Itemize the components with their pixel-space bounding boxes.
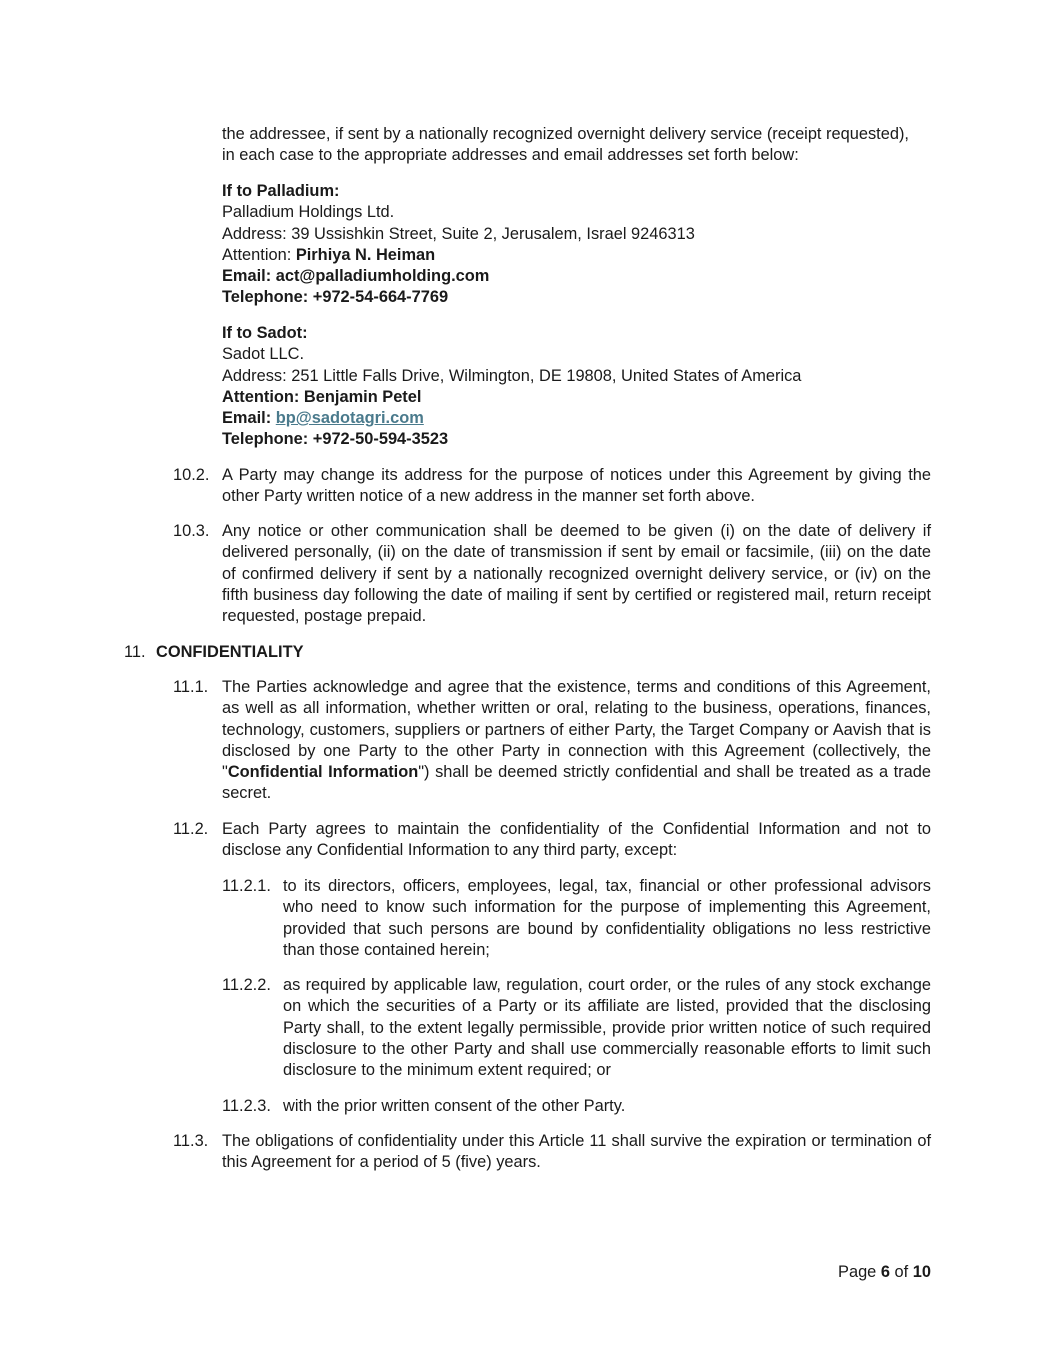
intro-paragraph: the addressee, if sent by a nationally recognized overnight delivery service (receipt requested), in each case to the appropriate addresses and email addresses set forth below:	[222, 125, 909, 165]
clause-number: 11.1.	[173, 678, 209, 696]
defined-term: Confidential Information	[227, 763, 419, 782]
page-total: 10	[912, 1263, 931, 1281]
sadot-company: Sadot LLC.	[222, 345, 305, 364]
sadot-attention: Attention: Benjamin Petel	[222, 387, 422, 406]
clause-number: 11.2.	[173, 820, 209, 838]
clause-number: 10.3.	[173, 522, 210, 540]
subclause-11-2-3-text: with the prior written consent of the other Party.	[283, 1097, 626, 1115]
palladium-address: Address: 39 Ussishkin Street, Suite 2, Jerusalem, Israel 9246313	[222, 224, 695, 243]
sadot-address-block	[222, 323, 931, 451]
sadot-address: Address: 251 Little Falls Drive, Wilmington, DE 19808, United States of America	[222, 366, 802, 385]
subclause-number: 11.2.3.	[222, 1097, 271, 1115]
palladium-attention: Attention: Pirhiya N. Heiman	[222, 245, 436, 264]
subclause-number: 11.2.2.	[222, 976, 271, 994]
clause-10-3-text: Any notice or other communication shall be deemed to be given (i) on the date of delivery if delivered personally, (ii) on the date of transmission if sent by email or facsimile, (iii) on the date of confirmed delivery if sent by a nationally recognized overnight delivery service, or (iv) on the fifth business day following the date of mailing if sent by certified or registered mail, return receipt requested, postage prepaid.	[222, 522, 931, 626]
palladium-email: Email: act@palladiumholding.com	[222, 267, 490, 286]
palladium-telephone: Telephone: +972-54-664-7769	[222, 288, 449, 307]
clause-11-2-text: Each Party agrees to maintain the confidentiality of the Confidential Information and not to disclose any Confidential Information to any third party, except:	[222, 820, 931, 860]
sadot-heading: If to Sadot:	[222, 324, 308, 342]
sadot-email: Email: bp@sadotagri.com	[222, 409, 424, 428]
sadot-telephone: Telephone: +972-50-594-3523	[222, 430, 449, 449]
subclause-11-2-1-text: to its directors, officers, employees, legal, tax, financial or other professional advisors who need to know such information for the purpose of implementing this Agreement, provided that such persons are bound by confidentiality obligations no less restrictive than those contained herein;	[283, 877, 931, 959]
clause-10-2-text: A Party may change its address for the purpose of notices under this Agreement by giving the other Party written notice of a new address in the manner set forth above.	[222, 466, 931, 506]
subclause-number: 11.2.1.	[222, 877, 271, 895]
subclause-11-2-2-text: as required by applicable law, regulation, court order, or the rules of any stock exchange on which the securities of a Party or its affiliate are listed, provided that the disclosing Party shall, to the extent legally permissible, provide prior written notice of such required disclosure to the other Party and shall use commercially reasonable efforts to limit such disclosure to the minimum extent required; or	[283, 976, 931, 1080]
palladium-address-block	[222, 181, 931, 309]
palladium-company: Palladium Holdings Ltd.	[222, 203, 395, 222]
clause-number: 11.3.	[173, 1132, 209, 1150]
section-title: CONFIDENTIALITY	[156, 643, 304, 661]
section-number: 11.	[124, 643, 146, 661]
clause-11-3-text: The obligations of confidentiality under this Article 11 shall survive the expiration or termination of this Agreement for a period of 5 (five) years.	[222, 1132, 931, 1172]
page-footer: Page 6 of 10	[838, 1263, 931, 1281]
sadot-email-link[interactable]: bp@sadotagri.com	[275, 409, 424, 428]
page-number: 6	[880, 1263, 890, 1281]
clause-number: 10.2.	[173, 466, 210, 484]
palladium-heading: If to Palladium:	[222, 182, 340, 200]
clause-11-1-text: The Parties acknowledge and agree that the existence, terms and conditions of this Agreement, as well as all information, whether written or oral, relating to the business, operations, finances, technology, customers, suppliers or partners of either Party, the Target Company or Aavish that is disclosed by one Party to the other Party in connection with this Agreement (collectively, the "Confidential Information") shall be deemed strictly confidential and shall be treated as a trade secret.	[222, 678, 931, 803]
